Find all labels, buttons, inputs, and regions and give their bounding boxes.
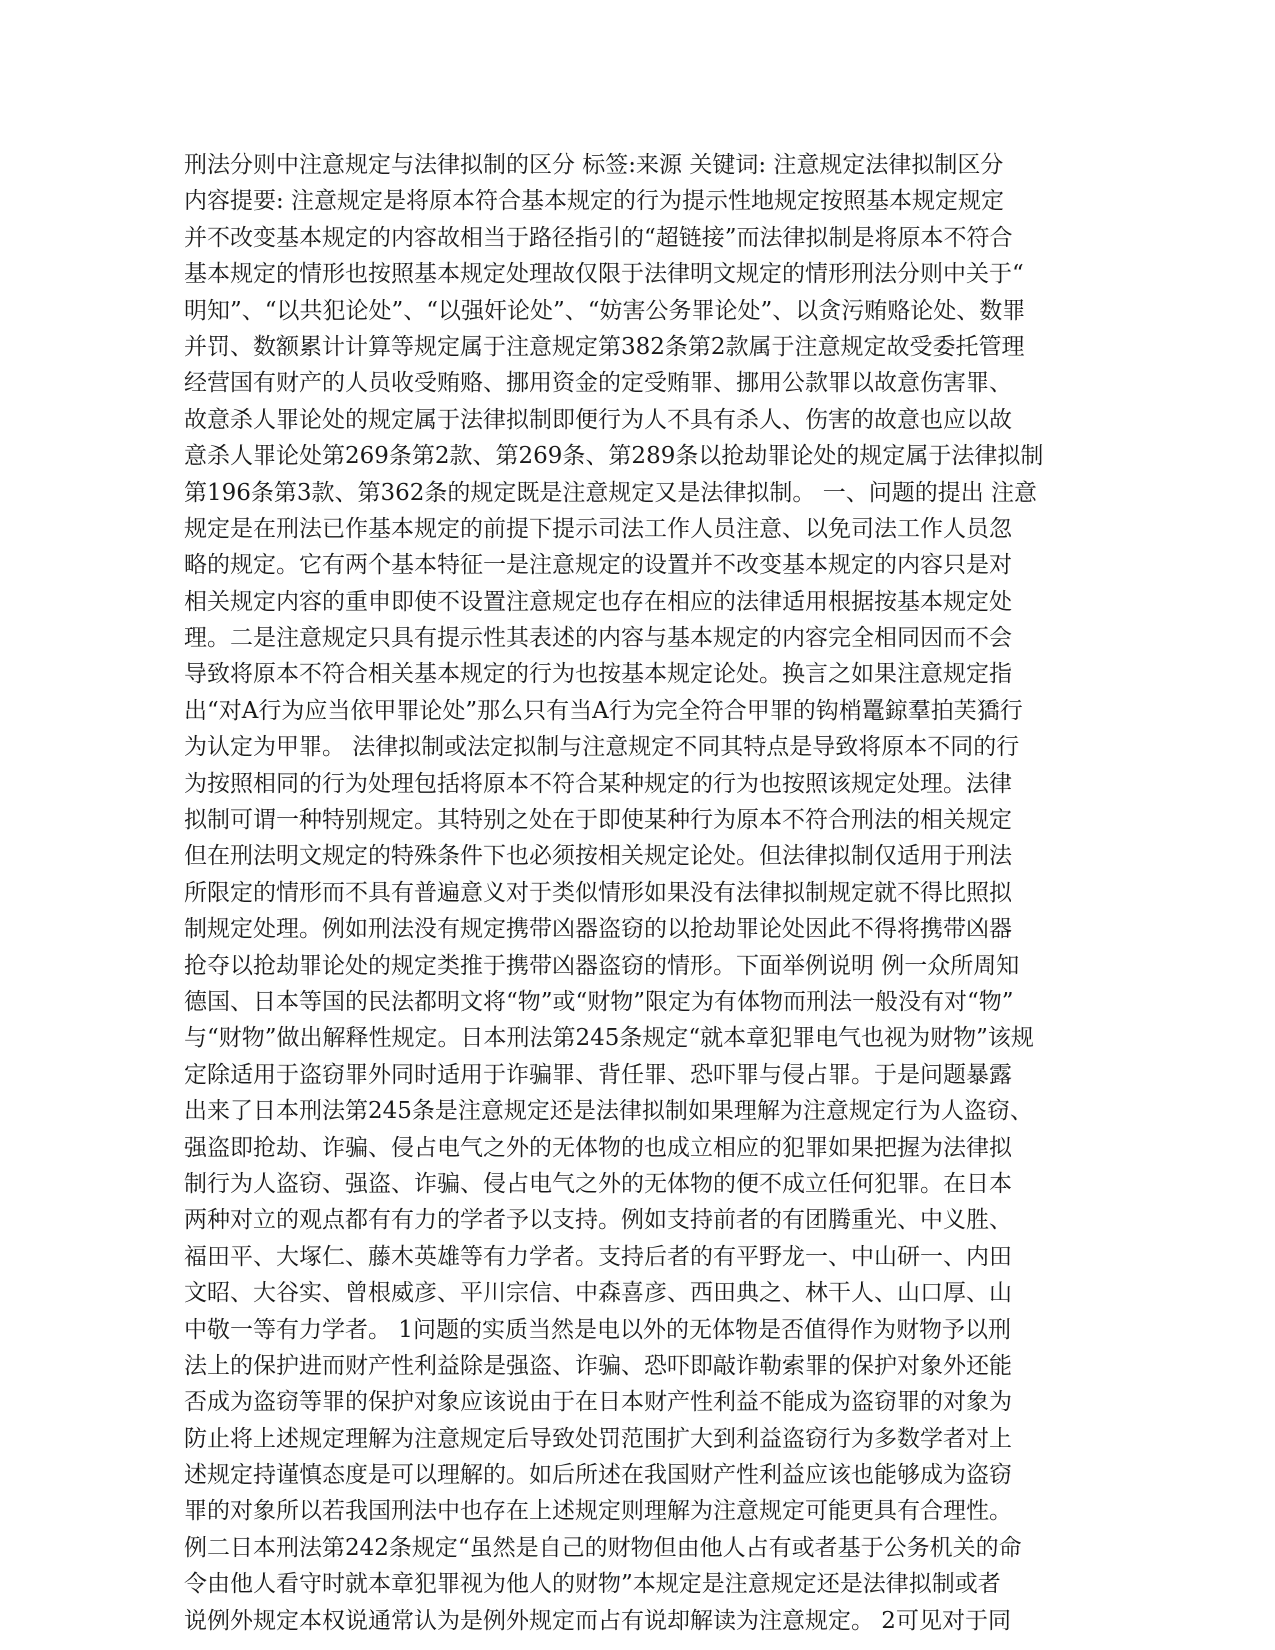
text-line: 防止将上述规定理解为注意规定后导致处罚范围扩大到利益盗窃行为多数学者对上 (184, 1425, 1012, 1452)
text-line: 抢夺以抢劫罪论处的规定类推于携带凶器盗窃的情形。下面举例说明 例一众所周知 (184, 952, 1020, 979)
text-line: 罪的对象所以若我国刑法中也存在上述规定则理解为注意规定可能更具有合理性。 (184, 1498, 1012, 1525)
text-line: 制行为人盗窃、强盗、诈骗、侵占电气之外的无体物的便不成立任何犯罪。在日本 (184, 1170, 1012, 1197)
text-line: 中敬一等有力学者。 1问题的实质当然是电以外的无体物是否值得作为财物予以刑 (184, 1316, 1011, 1343)
text-line: 内容提要: 注意规定是将原本符合基本规定的行为提示性地规定按照基本规定规定 (184, 188, 1005, 215)
text-line: 拟制可谓一种特别规定。其特别之处在于即使某种行为原本不符合刑法的相关规定 (184, 807, 1012, 834)
text-line: 法上的保护进而财产性利益除是强盗、诈骗、恐吓即敲诈勒索罪的保护对象外还能 (184, 1352, 1012, 1379)
text-line: 导致将原本不符合相关基本规定的行为也按基本规定论处。换言之如果注意规定指 (184, 661, 1012, 688)
text-line: 定除适用于盗窃罪外同时适用于诈骗罪、背任罪、恐吓罪与侵占罪。于是问题暴露 (184, 1061, 1012, 1088)
text-line: 并罚、数额累计计算等规定属于注意规定第382条第2款属于注意规定故受委托管理 (184, 333, 1025, 360)
text-line: 相关规定内容的重申即使不设置注意规定也存在相应的法律适用根据按基本规定处 (184, 588, 1012, 615)
text-line: 理。二是注意规定只具有提示性其表述的内容与基本规定的内容完全相同因而不会 (184, 625, 1012, 652)
text-line: 说例外规定本权说通常认为是例外规定而占有说却解读为注意规定。 2可见对于同 (184, 1607, 1011, 1634)
text-line: 制规定处理。例如刑法没有规定携带凶器盗窃的以抢劫罪论处因此不得将携带凶器 (184, 916, 1012, 943)
text-line: 出“对A行为应当依甲罪论处”那么只有当A行为完全符合甲罪的钩梢鼍鍄羣拍芙獢行 (184, 697, 1023, 724)
text-line: 经营国有财产的人员收受贿赂、挪用资金的定受贿罪、挪用公款罪以故意伤害罪、 (184, 370, 1012, 397)
text-line: 规定是在刑法已作基本规定的前提下提示司法工作人员注意、以免司法工作人员忽 (184, 515, 1012, 542)
text-line: 故意杀人罪论处的规定属于法律拟制即便行为人不具有杀人、伤害的故意也应以故 (184, 406, 1012, 433)
text-line: 为认定为甲罪。 法律拟制或法定拟制与注意规定不同其特点是导致将原本不同的行 (184, 734, 1020, 761)
text-line: 两种对立的观点都有有力的学者予以支持。例如支持前者的有团腾重光、中义胜、 (184, 1207, 1012, 1234)
text-line: 否成为盗窃等罪的保护对象应该说由于在日本财产性利益不能成为盗窃罪的对象为 (184, 1389, 1012, 1416)
text-line: 与“财物”做出解释性规定。日本刑法第245条规定“就本章犯罪电气也视为财物”该规 (184, 1025, 1034, 1052)
text-line: 为按照相同的行为处理包括将原本不符合某种规定的行为也按照该规定处理。法律 (184, 770, 1012, 797)
text-line: 所限定的情形而不具有普遍意义对于类似情形如果没有法律拟制规定就不得比照拟 (184, 879, 1012, 906)
text-line: 并不改变基本规定的内容故相当于路径指引的“超链接”而法律拟制是将原本不符合 (184, 224, 1013, 251)
text-line: 明知”、“以共犯论处”、“以强奸论处”、“妨害公务罪论处”、以贪污贿赂论处、数罪 (184, 297, 1026, 324)
text-line: 强盗即抢劫、诈骗、侵占电气之外的无体物的也成立相应的犯罪如果把握为法律拟 (184, 1134, 1012, 1161)
text-line: 德国、日本等国的民法都明文将“物”或“财物”限定为有体物而刑法一般没有对“物” (184, 988, 1014, 1015)
body-text (184, 147, 1084, 1639)
text-line: 福田平、大塚仁、藤木英雄等有力学者。支持后者的有平野龙一、中山研一、内田 (184, 1243, 1012, 1270)
text-line: 但在刑法明文规定的特殊条件下也必须按相关规定论处。但法律拟制仅适用于刑法 (184, 843, 1012, 870)
text-line: 令由他人看守时就本章犯罪视为他人的财物”本规定是注意规定还是法律拟制或者 (184, 1571, 1001, 1598)
text-line: 文昭、大谷实、曾根威彦、平川宗信、中森喜彦、西田典之、林干人、山口厚、山 (184, 1280, 1012, 1307)
text-line: 略的规定。它有两个基本特征一是注意规定的设置并不改变基本规定的内容只是对 (184, 552, 1012, 579)
text-line: 意杀人罪论处第269条第2款、第269条、第289条以抢劫罪论处的规定属于法律拟制 (184, 443, 1044, 470)
text-line: 基本规定的情形也按照基本规定处理故仅限于法律明文规定的情形刑法分则中关于“ (184, 261, 1024, 288)
text-line: 刑法分则中注意规定与法律拟制的区分 标签:来源 关键词: 注意规定法律拟制区分 (184, 152, 1004, 178)
text-line: 例二日本刑法第242条规定“虽然是自己的财物但由他人占有或者基于公务机关的命 (184, 1534, 1022, 1561)
text-line: 出来了日本刑法第245条是注意规定还是法律拟制如果理解为注意规定行为人盗窃、 (184, 1098, 1033, 1125)
text-line: 述规定持谨慎态度是可以理解的。如后所述在我国财产性利益应该也能够成为盗窃 (184, 1462, 1012, 1489)
text-line: 第196条第3款、第362条的规定既是注意规定又是法律拟制。 一、问题的提出 注意 (184, 479, 1038, 506)
